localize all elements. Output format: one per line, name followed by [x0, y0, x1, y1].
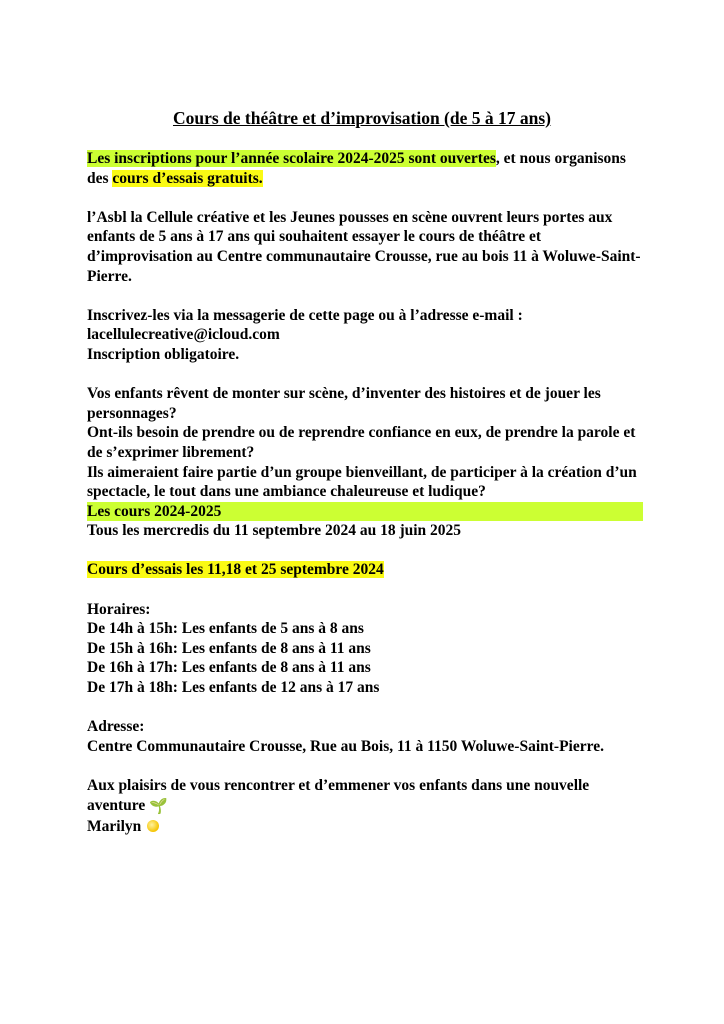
- schedule-heading: Horaires:: [87, 600, 151, 618]
- schedule-row: De 15h à 16h: Les enfants de 8 ans à 11 ans: [87, 639, 371, 657]
- document-body: [87, 149, 647, 837]
- address-text: Centre Communautaire Crousse, Rue au Bois, 11 à 1150 Woluwe-Saint-Pierre.: [87, 737, 604, 755]
- courses-dates: Tous les mercredis du 11 septembre 2024 au 18 juin 2025: [87, 522, 462, 540]
- schedule-row: De 16h à 17h: Les enfants de 8 ans à 11 ans: [87, 659, 371, 677]
- signup-line: Inscrivez-les via la messagerie de cette page ou à l’adresse e-mail :: [87, 306, 523, 324]
- seedling-icon: 🌱: [149, 798, 168, 815]
- question-3: Ils aimeraient faire partie d’un groupe bienveillant, de participer à la création d’un spectacle, le tout dans une ambiance chaleureuse et ludique?: [87, 463, 637, 501]
- schedule-row: De 14h à 15h: Les enfants de 5 ans à 8 ans: [87, 620, 364, 638]
- signature-line: [87, 817, 647, 837]
- trial-line: [87, 560, 647, 580]
- closing-text: Aux plaisirs de vous rencontrer et d’emmener vos enfants dans une nouvelle aventure: [87, 777, 590, 814]
- question-1: Vos enfants rêvent de monter sur scène, d’inventer des histoires et de jouer les personnages?: [87, 385, 601, 422]
- trial-highlight: Cours d’essais les 11,18 et 25 septembre 2024: [87, 561, 384, 579]
- address-heading: Adresse:: [87, 718, 145, 736]
- courses-heading: Les cours 2024-2025: [87, 502, 643, 522]
- description-paragraph: l’Asbl la Cellule créative et les Jeunes pousses en scène ouvrent leurs portes aux enfants de 5 ans à 17 ans qui souhaitent essayer le cours de théâtre et d’improvisation au Centre communautaire Crousse, rue au bois 11 à Woluwe-Saint-Pierre.: [87, 208, 641, 285]
- registration-highlight: Les inscriptions pour l’année scolaire 2024-2025 sont ouvertes: [87, 150, 496, 167]
- contact-email: lacellulecreative@icloud.com: [87, 326, 280, 344]
- closing-paragraph: [87, 776, 647, 817]
- signup-required: Inscription obligatoire.: [87, 345, 240, 363]
- signature: Marilyn: [87, 818, 142, 836]
- free-trial-highlight: cours d’essais gratuits.: [112, 169, 263, 187]
- question-2: Ont-ils besoin de prendre ou de reprendre confiance en eux, de prendre la parole et de s’exprimer librement?: [87, 424, 636, 461]
- sun-icon: [147, 820, 159, 832]
- intro-paragraph: [87, 149, 647, 188]
- intro-mid-text: , et nous organisons des: [87, 150, 626, 187]
- schedule-row: De 17h à 18h: Les enfants de 12 ans à 17 ans: [87, 679, 380, 697]
- page-title: Cours de théâtre et d’improvisation (de 5 à 17 ans): [172, 108, 552, 128]
